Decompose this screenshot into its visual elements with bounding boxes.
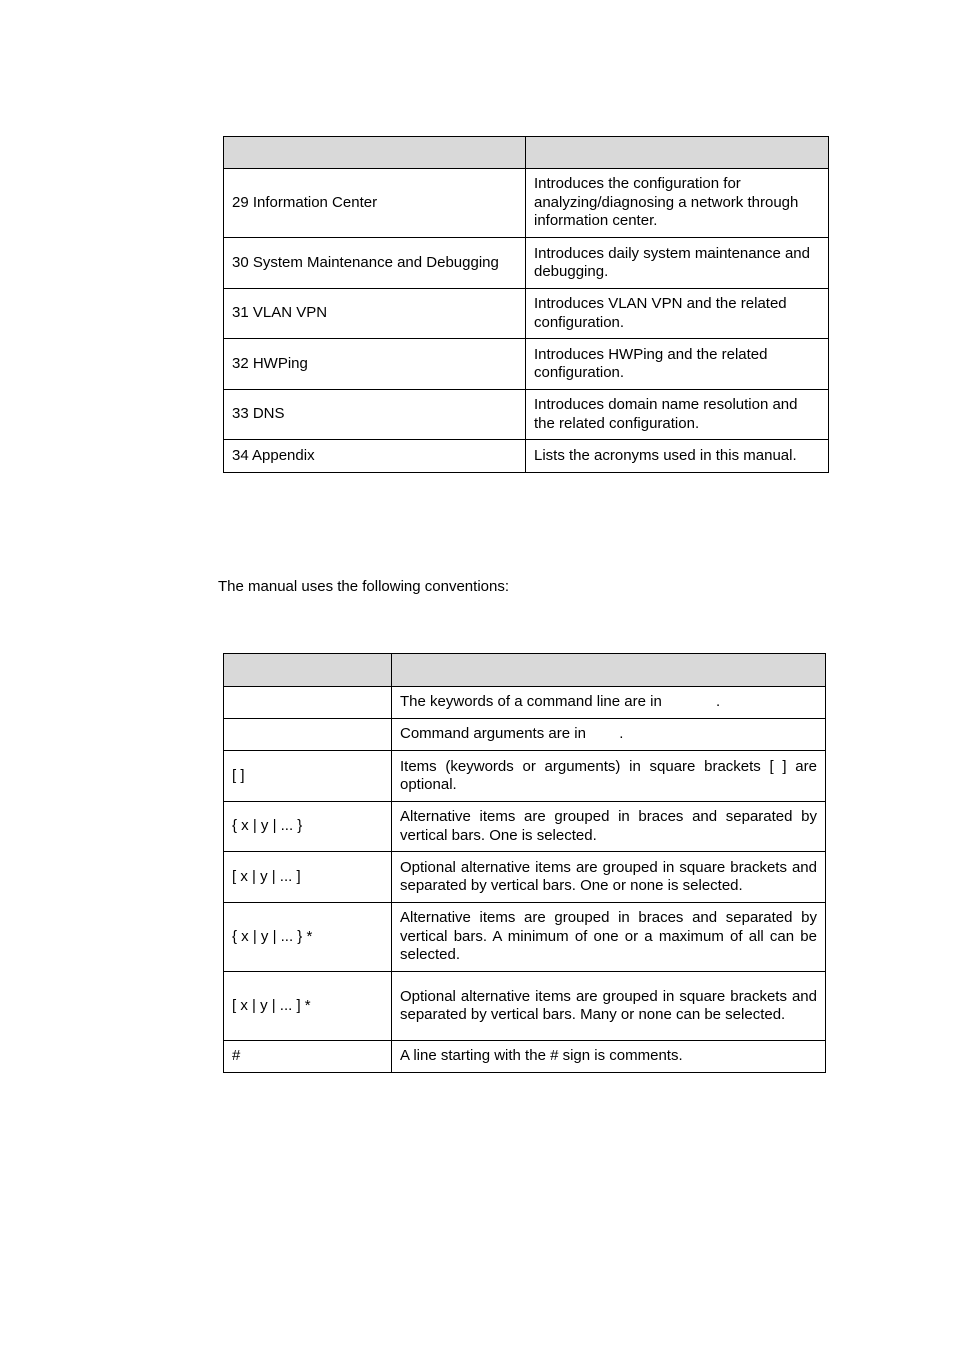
convention-cell: [ x | y | ... ] * — [224, 972, 392, 1041]
chapter-cell: 32 HWPing — [224, 339, 526, 390]
table-row — [224, 972, 826, 1041]
description-cell: Alternative items are grouped in braces and separated by vertical bars. A minimum of one or a maximum of all can be selected. — [392, 903, 826, 972]
table-row — [224, 903, 826, 972]
chapter-cell: 29 Information Center — [224, 169, 526, 238]
details-cell: Introduces daily system maintenance and debugging. — [526, 238, 829, 289]
table-row — [224, 339, 829, 390]
convention-cell: { x | y | ... } * — [224, 903, 392, 972]
description-header — [392, 654, 826, 687]
chapter-cell: 34 Appendix — [224, 440, 526, 473]
table-row — [224, 390, 829, 440]
table-row — [224, 687, 826, 719]
conventions-intro: The manual uses the following conventions: — [218, 578, 510, 595]
table-row — [224, 238, 829, 289]
table-row — [224, 719, 826, 751]
chapter-cell: 33 DNS — [224, 390, 526, 440]
description-cell: A line starting with the # sign is comments. — [392, 1041, 826, 1073]
convention-header — [224, 654, 392, 687]
description-cell: Items (keywords or arguments) in square brackets [ ] are optional. — [392, 751, 826, 802]
details-cell: Introduces VLAN VPN and the related configuration. — [526, 289, 829, 339]
table-row — [224, 751, 826, 802]
table-header-row — [224, 137, 829, 169]
table-row — [224, 802, 826, 852]
convention-cell: [ x | y | ... ] — [224, 852, 392, 903]
description-cell: Command arguments are in . — [392, 719, 826, 751]
table-row — [224, 1041, 826, 1073]
chapter-header — [224, 137, 526, 169]
chapters-table — [223, 136, 829, 473]
details-cell: Introduces HWPing and the related configuration. — [526, 339, 829, 390]
description-cell: Optional alternative items are grouped in square brackets and separated by vertical bars. Many or none can be selected. — [392, 972, 826, 1041]
table-row — [224, 852, 826, 903]
convention-cell — [224, 687, 392, 719]
details-header — [526, 137, 829, 169]
convention-cell: # — [224, 1041, 392, 1073]
table-header-row — [224, 654, 826, 687]
details-cell: Lists the acronyms used in this manual. — [526, 440, 829, 473]
chapter-cell: 31 VLAN VPN — [224, 289, 526, 339]
details-cell: Introduces domain name resolution and the related configuration. — [526, 390, 829, 440]
details-cell: Introduces the configuration for analyzing/diagnosing a network through information center. — [526, 169, 829, 238]
conventions-table — [223, 653, 826, 1073]
convention-cell: [ ] — [224, 751, 392, 802]
table-row — [224, 169, 829, 238]
description-cell: The keywords of a command line are in . — [392, 687, 826, 719]
table-row — [224, 440, 829, 473]
chapter-cell: 30 System Maintenance and Debugging — [224, 238, 526, 289]
convention-cell — [224, 719, 392, 751]
description-cell: Alternative items are grouped in braces and separated by vertical bars. One is selected. — [392, 802, 826, 852]
table-row — [224, 289, 829, 339]
convention-cell: { x | y | ... } — [224, 802, 392, 852]
description-cell: Optional alternative items are grouped in square brackets and separated by vertical bars. One or none is selected. — [392, 852, 826, 903]
